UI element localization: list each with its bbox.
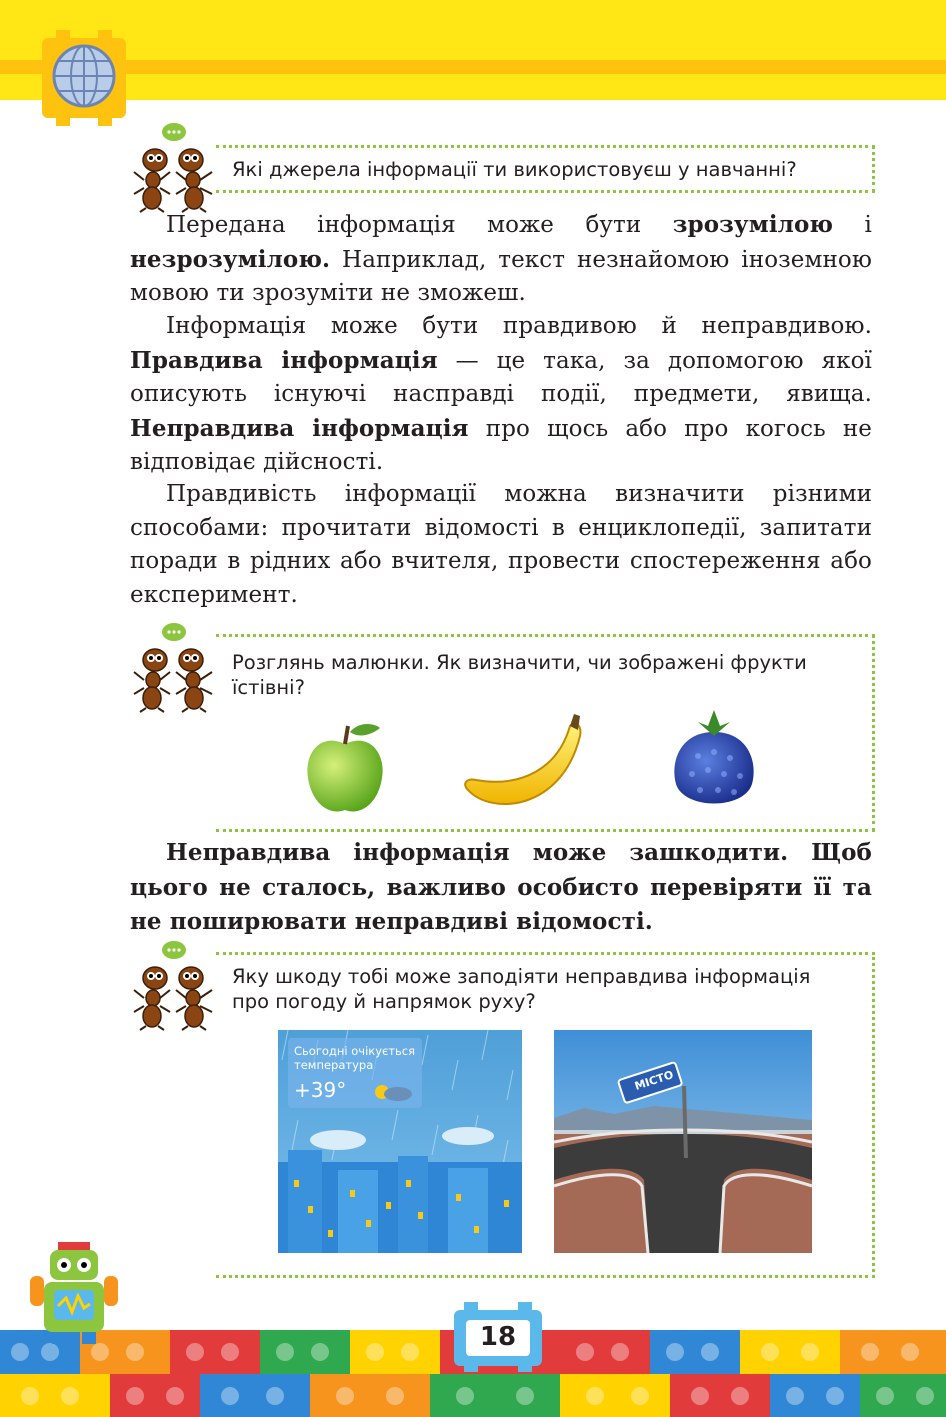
apple-icon: [300, 718, 390, 818]
crossroad-illustration: [554, 1030, 812, 1253]
question-2-line-2: їстівні?: [232, 676, 305, 699]
paragraph-3: Правдивість інформації можна визначити різними способами: прочитати відомості в енциклопедії, запитати поради в рідних або вчителя, провести спостереження або експеримент.: [130, 481, 872, 608]
paragraph-2: Інформація може бути правдивою й неправдивою. Правдива інформація — це така, за допомогою якої описують існуючі насправді події, предмети, явища. Неправдива інформація про щось або про когось не відповідає дійсності.: [130, 313, 872, 476]
question-1: Які джерела інформації ти використовуєш у навчанні?: [232, 158, 797, 181]
banana-icon: [462, 712, 592, 816]
paragraph-1: Передана інформація може бути зрозумілою і незрозумілою. Наприклад, текст незнайомою іноземною мовою ти зрозуміти не зможеш.: [130, 211, 873, 307]
weather-picture: [278, 1030, 522, 1253]
sun-cloud-icon: [368, 1078, 414, 1104]
top-band: [0, 0, 946, 100]
page-number: 18: [479, 1322, 517, 1352]
question-3: [232, 964, 892, 1014]
ants-icon: [130, 940, 216, 1032]
weather-widget: [288, 1038, 422, 1108]
question-2-line-1: Розглянь малюнки. Як визначити, чи зображені фрукти: [232, 651, 807, 674]
weather-line-2: температура: [294, 1058, 374, 1072]
road-picture: [554, 1030, 812, 1253]
globe-badge-icon: [36, 28, 132, 128]
question-3-line-1: Яку шкоду тобі може заподіяти неправдива інформація: [232, 965, 811, 988]
question-2: [232, 650, 892, 700]
blueberry-icon: [668, 706, 760, 816]
weather-line-1: Сьогодні очікується: [294, 1044, 416, 1058]
question-3-line-2: про погоду й напрямок руху?: [232, 990, 536, 1013]
paragraph-4: Неправдива інформація може зашкодити. Щоб цього не сталось, важливо особисто перевіряти її та не поширювати неправдиві відомості.: [130, 839, 872, 936]
road-sign-text: МІСТО: [632, 1068, 676, 1093]
page-number-badge: [448, 1300, 548, 1372]
weather-temperature: +39°: [294, 1078, 347, 1102]
ants-icon: [130, 122, 216, 214]
robot-icon: [28, 1236, 120, 1346]
ants-icon: [130, 622, 216, 714]
